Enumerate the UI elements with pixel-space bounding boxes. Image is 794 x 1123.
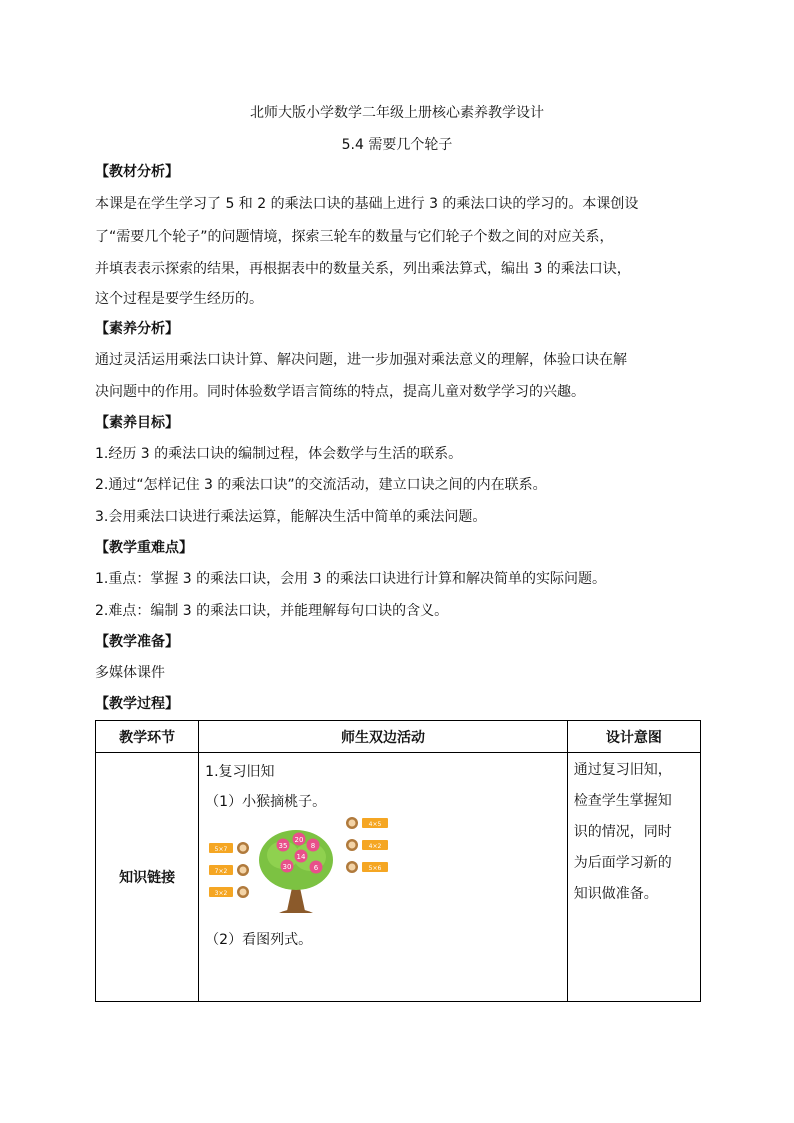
goal-item: 3.会用乘法口诀进行乘法运算，能解决生活中简单的乘法问题。 xyxy=(95,509,487,525)
svg-text:8: 8 xyxy=(310,842,316,850)
material-line: 本课是在学生学习了 5 和 2 的乘法口诀的基础上进行 3 的乘法口诀的学习的。本课创设 xyxy=(95,196,639,212)
intent-cell xyxy=(567,753,700,1002)
literacy-line: 通过灵活运用乘法口诀计算、解决问题，进一步加强对乘法意义的理解，体验口诀在解 xyxy=(95,352,627,368)
left-card xyxy=(209,843,233,853)
goal-item: 1.经历 3 的乘法口诀的编制过程，体会数学与生活的联系。 xyxy=(95,446,463,462)
keypoint-item: 2.难点：编制 3 的乘法口诀，并能理解每句口诀的含义。 xyxy=(95,603,449,619)
header-intent: 设计意图 xyxy=(567,721,700,753)
right-card xyxy=(362,840,388,850)
intent-line: 识的情况，同时 xyxy=(573,824,672,840)
intent-line: 通过复习旧知， xyxy=(573,762,672,778)
right-card xyxy=(362,862,388,872)
process-table xyxy=(95,720,701,1002)
document-title: 北师大版小学数学二年级上册核心素养教学设计 xyxy=(250,105,544,121)
table-row xyxy=(96,753,701,1002)
card-label: 5×7 xyxy=(214,846,228,853)
peach-icon xyxy=(277,839,290,852)
peach-icon xyxy=(281,860,294,873)
card-label: 7×2 xyxy=(214,868,228,875)
intent-line: 检查学生掌握知 xyxy=(573,793,672,809)
material-line: 了“需要几个轮子”的问题情境，探索三轮车的数量与它们轮子个数之间的对应关系， xyxy=(95,229,614,245)
goals-heading: 【素养目标】 xyxy=(95,415,179,431)
peach-icon xyxy=(310,861,323,874)
peach-icon xyxy=(307,839,320,852)
activity-cell xyxy=(199,753,568,1002)
card-label: 4×2 xyxy=(368,843,382,850)
lesson-title: 5.4 需要几个轮子 xyxy=(341,137,453,153)
keypoint-item: 1.重点：掌握 3 的乘法口诀，会用 3 的乘法口诀进行计算和解决简单的实际问题。 xyxy=(95,571,606,587)
left-card xyxy=(209,865,233,875)
activity-subitem: （2）看图列式。 xyxy=(205,932,313,948)
peach-icon xyxy=(293,833,306,846)
literacy-line: 决问题中的作用。同时体验数学语言简练的特点，提高儿童对数学学习的兴趣。 xyxy=(95,384,585,400)
header-stage: 教学环节 xyxy=(96,721,199,753)
prep-heading: 【教学准备】 xyxy=(95,634,179,650)
stage-cell: 知识链接 xyxy=(96,753,199,1002)
right-card xyxy=(362,818,388,828)
material-line: 这个过程是要学生经历的。 xyxy=(95,291,263,307)
card-label: 5×6 xyxy=(368,865,382,872)
keypoints-heading: 【教学重难点】 xyxy=(95,540,193,556)
monkey-peach-illustration xyxy=(207,815,397,915)
card-label: 3×2 xyxy=(214,890,228,897)
intent-line: 知识做准备。 xyxy=(573,886,658,902)
peach-icon xyxy=(295,850,308,863)
activity-item: 1.复习旧知 xyxy=(205,764,275,780)
svg-text:35: 35 xyxy=(278,842,288,850)
activity-subitem: （1）小猴摘桃子。 xyxy=(205,794,327,810)
prep-line: 多媒体课件 xyxy=(95,665,165,681)
process-heading: 【教学过程】 xyxy=(95,696,179,712)
svg-text:6: 6 xyxy=(313,864,319,872)
header-activity: 师生双边活动 xyxy=(199,721,568,753)
material-heading: 【教材分析】 xyxy=(95,164,179,180)
goal-item: 2.通过“怎样记住 3 的乘法口诀”的交流活动，建立口诀之间的内在联系。 xyxy=(95,477,547,493)
left-card xyxy=(209,887,233,897)
intent-line: 为后面学习新的 xyxy=(573,855,672,871)
material-line: 并填表表示探索的结果，再根据表中的数量关系，列出乘法算式，编出 3 的乘法口诀， xyxy=(95,261,631,277)
svg-text:30: 30 xyxy=(282,863,292,871)
literacy-heading: 【素养分析】 xyxy=(95,321,179,337)
table-header-row xyxy=(96,721,701,753)
svg-text:20: 20 xyxy=(294,836,304,844)
svg-text:14: 14 xyxy=(296,853,306,861)
card-label: 4×5 xyxy=(368,821,382,828)
